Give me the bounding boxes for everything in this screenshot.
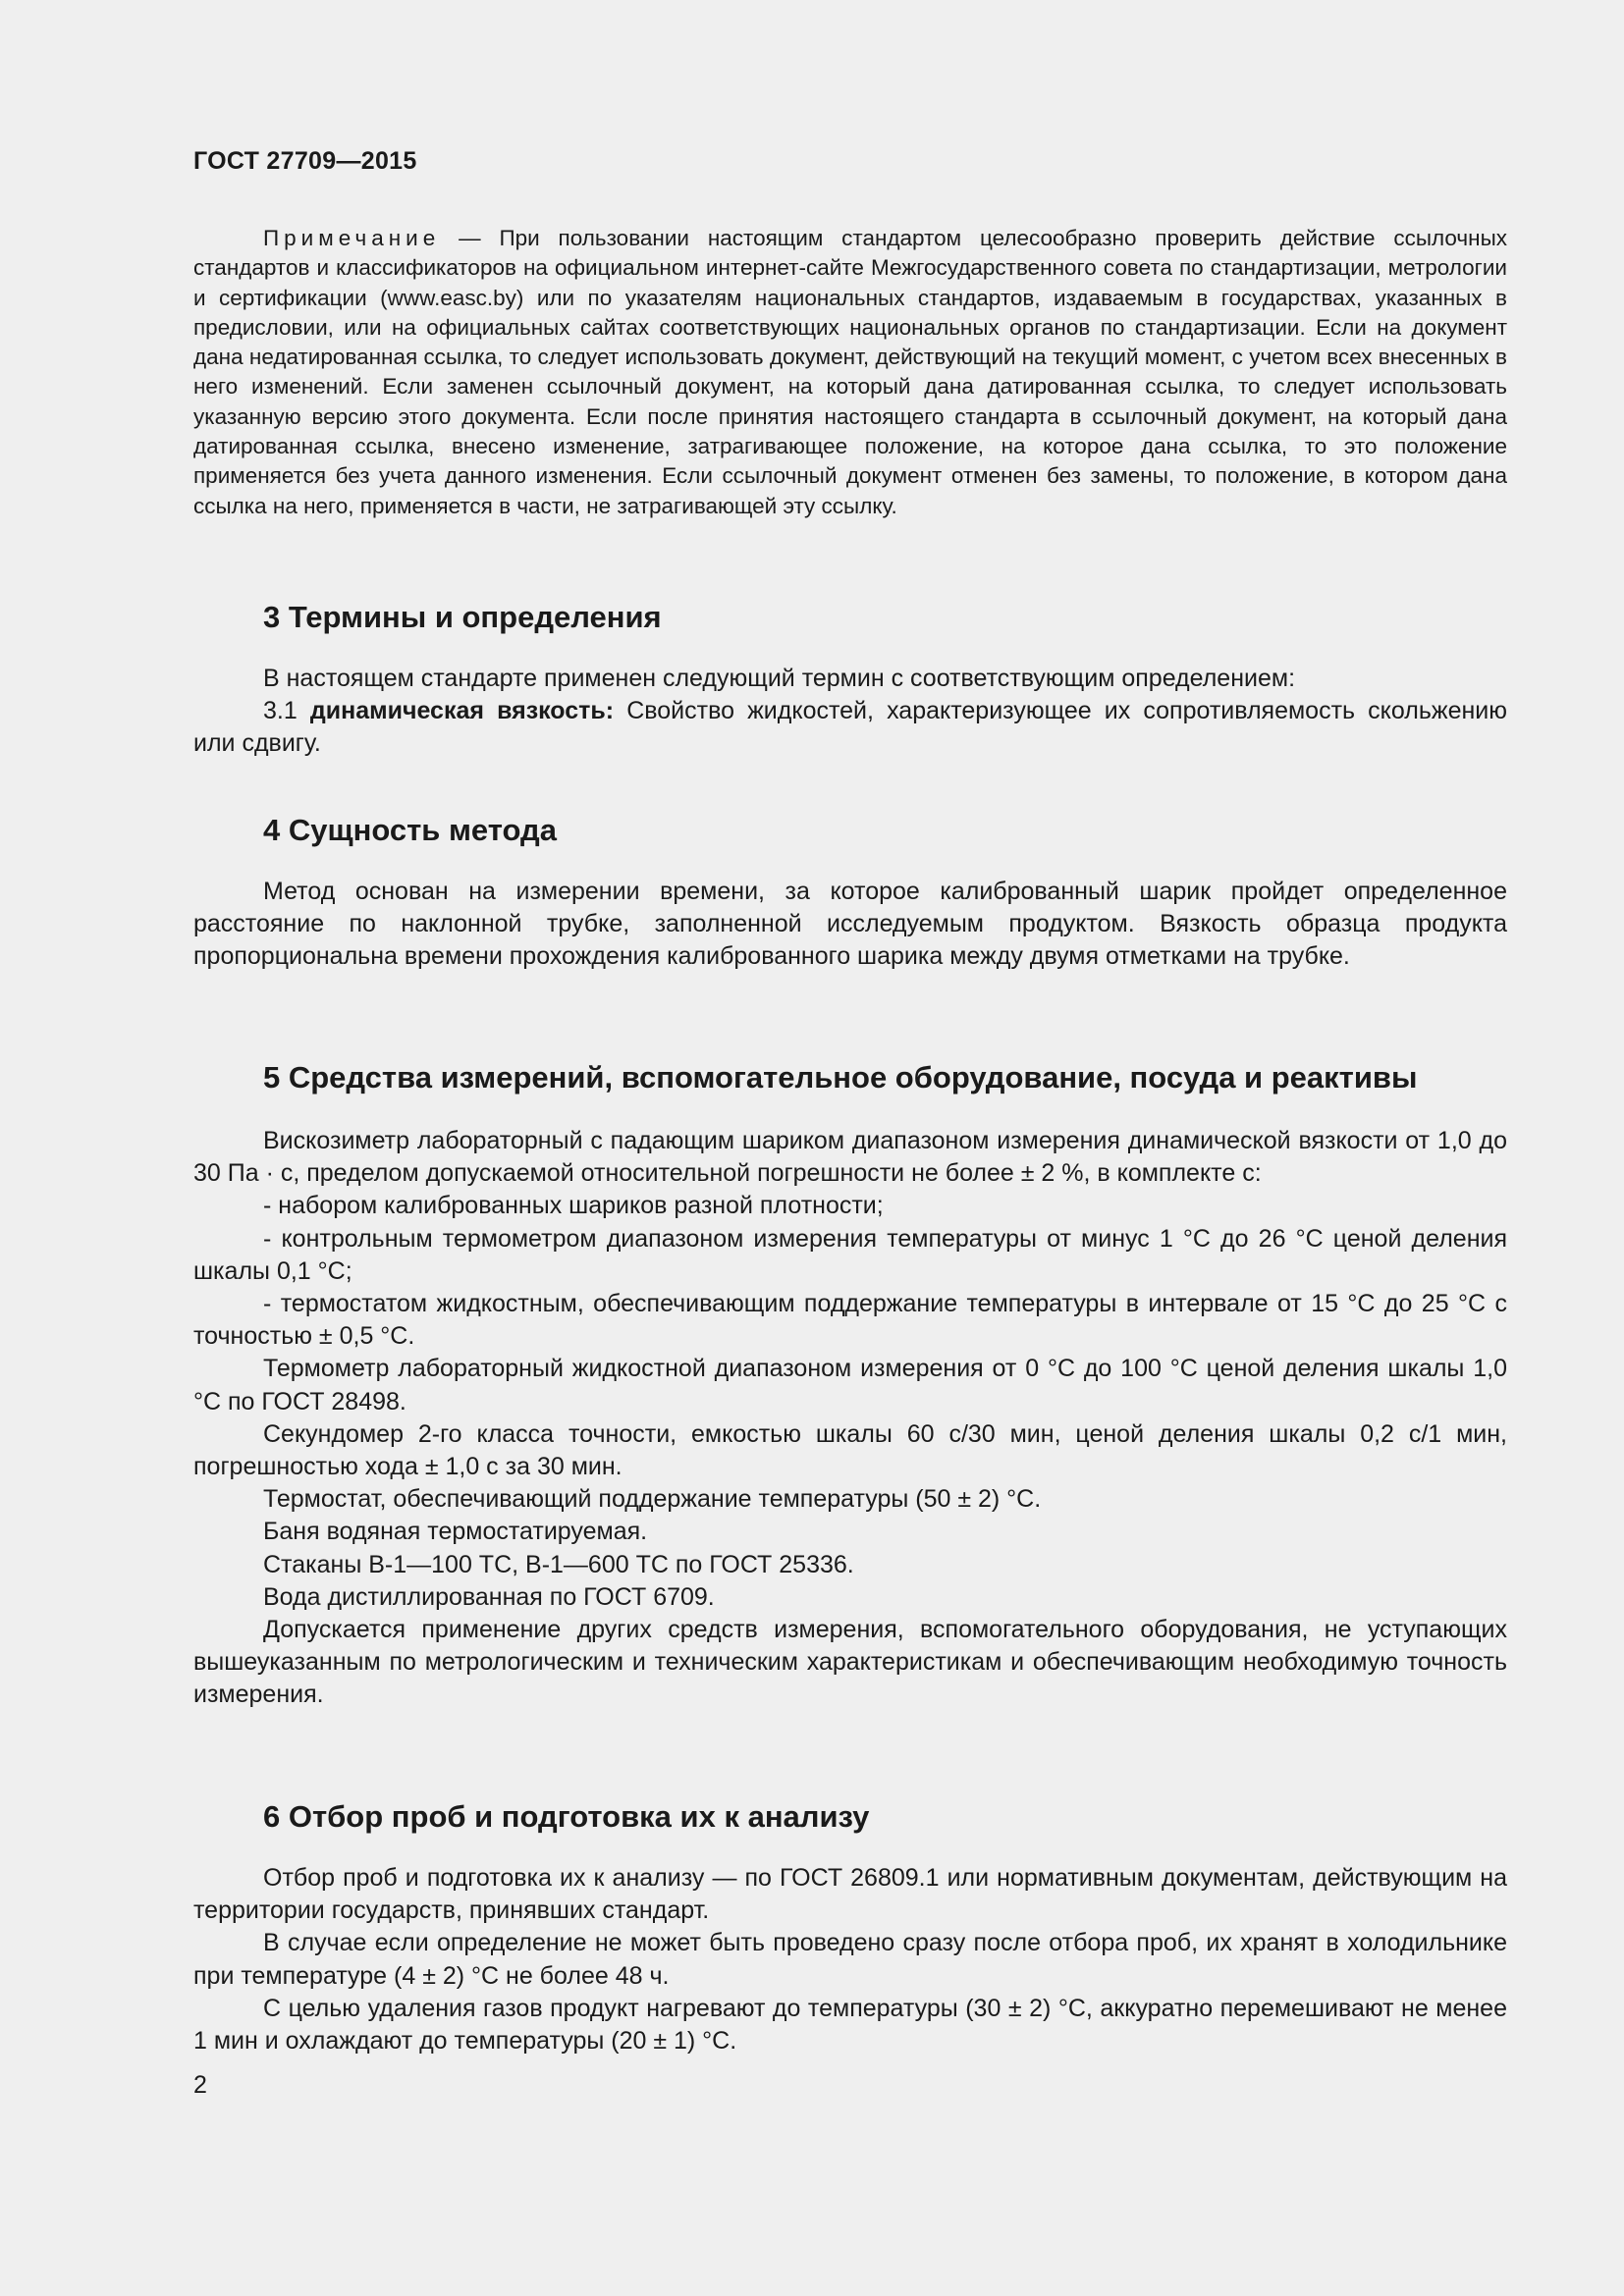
section-5-paragraph: Вискозиметр лабораторный с падающим шариком диапазоном измерения динамической вязкости от 1,0 до 30 Па · с, пределом допускаемой относительной погрешности не более ± 2 %, в комплекте с: bbox=[193, 1127, 1507, 1188]
section-5-paragraph: - термостатом жидкостным, обеспечивающим поддержание температуры в интервале от 15 °С до 25 °С с точностью ± 0,5 °С. bbox=[193, 1290, 1507, 1351]
term-text: Свойство жидкостей, характеризующее их сопротивляемость скольжению или сдвигу. bbox=[193, 697, 1507, 758]
section-4-body bbox=[193, 876, 1507, 974]
term-name: динамическая вязкость: bbox=[309, 697, 615, 725]
note-lead: Примечание bbox=[263, 226, 441, 250]
section-5-title: 5 Средства измерений, вспомогательное оборудование, посуда и реактивы bbox=[263, 1060, 1418, 1095]
section-6-paragraph: В случае если определение не может быть проведено сразу после отбора проб, их хранят в холодильнике при температуре (4 ± 2) °С не более 48 ч. bbox=[193, 1929, 1507, 1990]
section-5-paragraph: Допускается применение других средств измерения, вспомогательного оборудования, не уступающих вышеуказанным по метрологическим и техническим характеристикам и обеспечивающим необходимую точность измерения. bbox=[193, 1616, 1507, 1709]
section-4-title: 4 Сущность метода bbox=[263, 813, 557, 847]
note-block bbox=[193, 224, 1507, 521]
note-text: — При пользовании настоящим стандартом целесообразно проверить действие ссылочных стандартов и классификаторов на официальном интернет-сайте Межгосударственного совета по стандартизации, метрологии и сертификации (www.easc.by) или по указателям национальных стандартов, издаваемым в государствах, указанных в предисловии, или на официальных сайтах соответствующих национальных органов по стандартизации. Если на документ дана недатированная ссылка, то следует использовать документ, действующий на текущий момент, с учетом всех внесенных в него изменений. Если заменен ссылочный документ, на который дана датированная ссылка, то следует использовать указанную версию этого документа. Если после принятия настоящего стандарта в ссылочный документ, на который дана датированная ссылка, внесено изменение, затрагивающее положение, на которое дана ссылка, то это положение применяется без учета данного изменения. Если ссылочный документ отменен без замены, то положение, в котором дана ссылка на него, применяется в части, не затрагивающей эту ссылку. bbox=[193, 226, 1507, 518]
section-5-paragraph: Секундомер 2-го класса точности, емкостью шкалы 60 с/30 мин, ценой деления шкалы 0,2 с/1 мин, погрешностью хода ± 1,0 с за 30 мин. bbox=[193, 1419, 1507, 1481]
section-3-title: 3 Термины и определения bbox=[263, 600, 662, 634]
section-6-paragraph: С целью удаления газов продукт нагревают до температуры (30 ± 2) °С, аккуратно перемешивают не менее 1 мин и охлаждают до температуры (20 ± 1) °С. bbox=[193, 1994, 1507, 2056]
document-header: ГОСТ 27709—2015 bbox=[193, 147, 417, 175]
term-definition bbox=[193, 695, 1507, 760]
section-5-body bbox=[193, 1125, 1507, 1712]
term-number: 3.1 bbox=[263, 697, 310, 725]
section-6-title: 6 Отбор проб и подготовка их к анализу bbox=[263, 1799, 870, 1834]
section-5-paragraph: Термостат, обеспечивающий поддержание температуры (50 ± 2) °С. bbox=[263, 1485, 1042, 1514]
section-5-paragraph: Стаканы В-1—100 ТС, В-1—600 ТС по ГОСТ 25336. bbox=[263, 1550, 854, 1578]
section-5-paragraph: Термометр лабораторный жидкостной диапазоном измерения от 0 °С до 100 °С ценой деления шкалы 1,0 °С по ГОСТ 28498. bbox=[193, 1355, 1507, 1415]
section-3-intro: В настоящем стандарте применен следующий термин с соответствующим определением: bbox=[263, 665, 1296, 692]
section-6-paragraph: Отбор проб и подготовка их к анализу — по ГОСТ 26809.1 или нормативным документам, действующим на территории государств, принявших стандарт. bbox=[193, 1864, 1507, 1925]
page-number: 2 bbox=[193, 2071, 207, 2099]
section-5-paragraph: - набором калиброванных шариков разной плотности; bbox=[263, 1192, 884, 1220]
section-5-paragraph: - контрольным термометром диапазоном измерения температуры от минус 1 °С до 26 °С ценой деления шкалы 0,1 °С; bbox=[193, 1224, 1507, 1285]
section-5-paragraph: Баня водяная термостатируемая. bbox=[263, 1518, 648, 1546]
section-4-paragraph: Метод основан на измерении времени, за которое калиброванный шарик пройдет определенное расстояние по наклонной трубке, заполненной исследуемым продуктом. Вязкость образца продукта пропорциональна времени прохождения калиброванного шарика между двумя отметками на трубке. bbox=[193, 878, 1507, 971]
note-paragraph bbox=[193, 224, 1507, 521]
section-3-body bbox=[193, 663, 1507, 761]
section-5-paragraph: Вода дистиллированная по ГОСТ 6709. bbox=[263, 1582, 715, 1611]
section-6-body bbox=[193, 1862, 1507, 2057]
